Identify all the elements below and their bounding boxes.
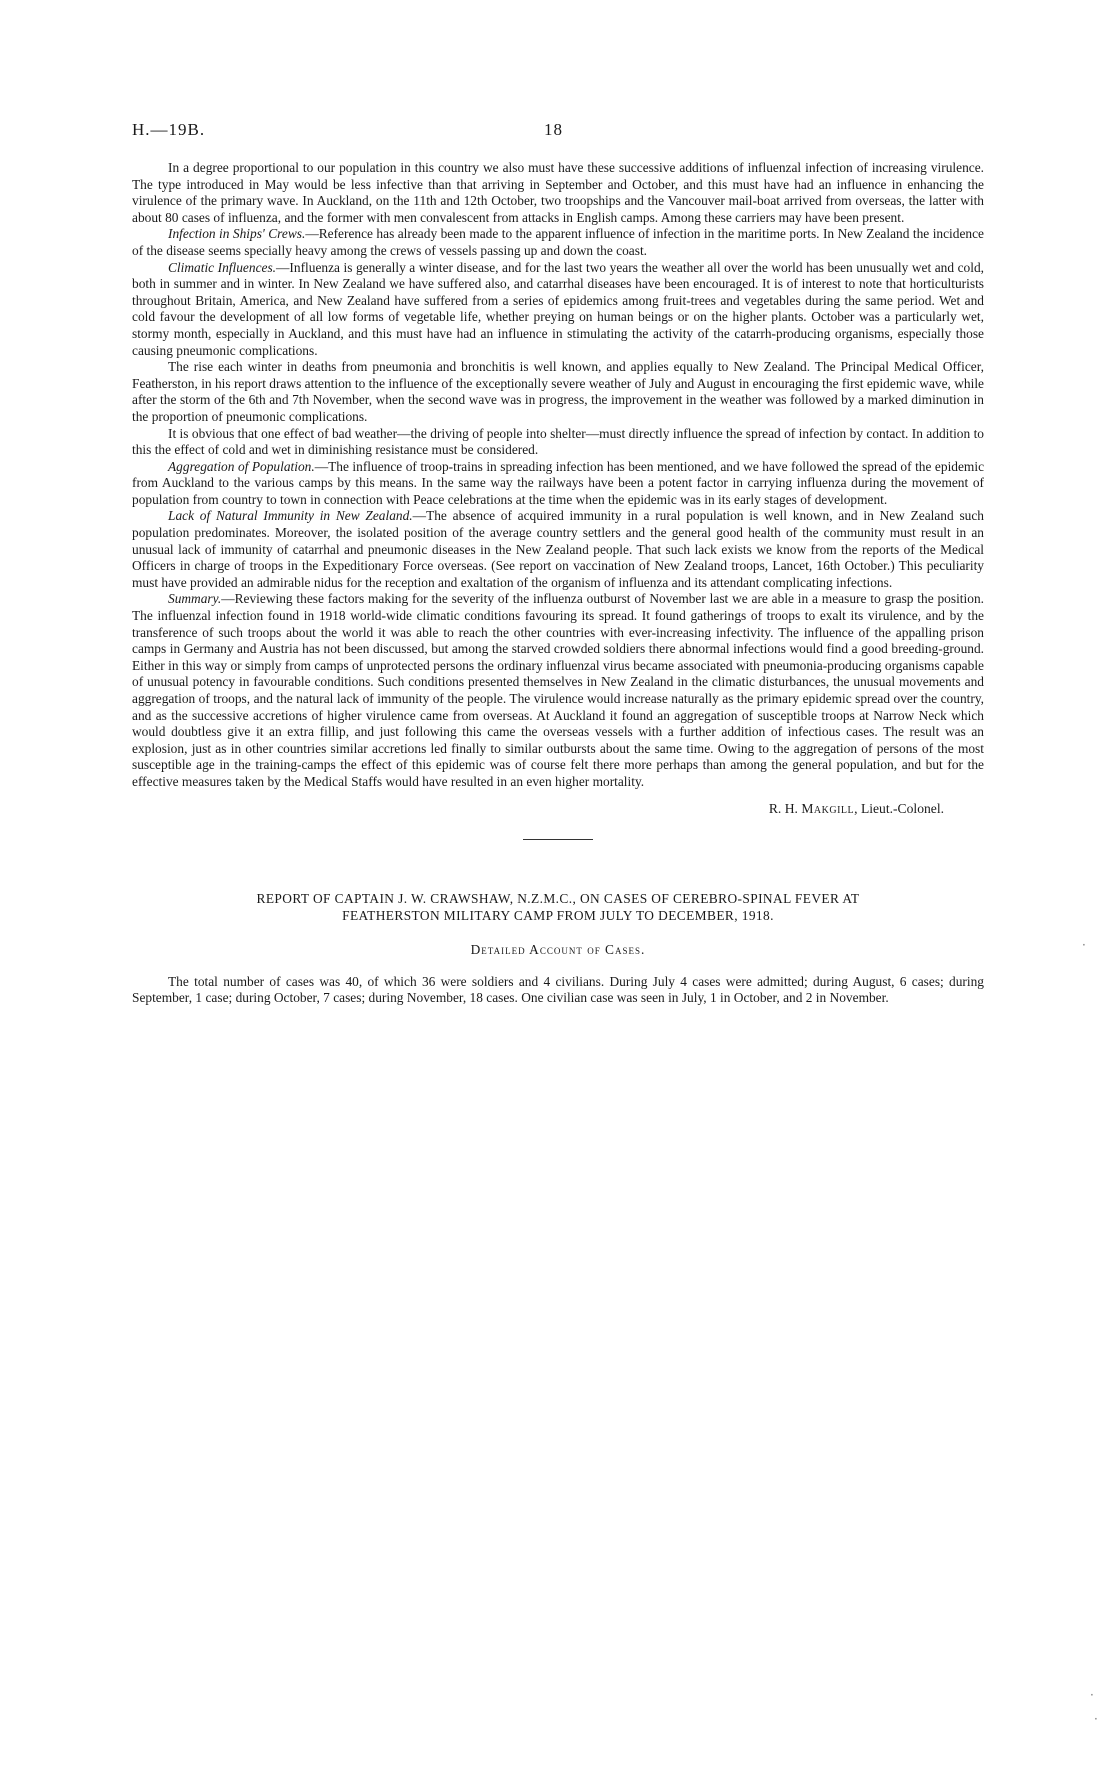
report-title [132, 890, 984, 924]
paragraph-heading: Summary. [168, 591, 222, 607]
paragraph [132, 359, 984, 425]
document-reference: H.—19B. [132, 120, 206, 139]
paragraph [132, 260, 984, 360]
paragraph-text: —The influence of troop-trains in spreading infection has been mentioned, and we have followed the spread of the epidemic from Auckland to the various camps by this means. In the same way the railways have been a potent factor in carrying influenza during the movement of population from country to town in connection with Peace celebrations at the time when the epidemic was in its early stages of development. [132, 458, 985, 507]
paragraph-text: —Reviewing these factors making for the severity of the influenza outburst of November last we are able in a measure to grasp the position. The influenzal infection found in 1918 world-wide climatic conditions favouring its spread. It found gatherings of troops to exalt its virulence, and by the transference of such troops about the world it was able to reach the other countries with ever-increasing infectivity. The influence of the appalling prison camps in Germany and Austria has not been discussed, but among the starved crowded soldiers there abnormal infections would find a good breeding-ground. Either in this way or simply from camps of unprotected persons the ordinary influenzal virus became associated with pneumonia-producing organisms capable of unusual potency in favourable conditions. Such conditions presented themselves in New Zealand in the climatic disturbances, the unusual movements and aggregation of troops, and the natural lack of immunity of the people. The virulence would increase naturally as the primary epidemic spread over the country, and as the successive accretions of higher virulence came from overseas. At Auckland it found an aggregation of susceptible troops at Narrow Neck which would doubtless give it an extra fillip, and just following this came the overseas vessels with a further addition of infectious cases. The result was an explosion, just as in other countries similar accretions led finally to similar outbursts about the same time. Owing to the aggregation of persons of the most susceptible age in the training-camps the effect of this epidemic was of course felt there more perhaps than among the general population, and but for the effective measures taken by the Medical Staffs would have resulted in an even higher mortality. [132, 591, 984, 789]
paragraph [132, 160, 984, 226]
report-title-line: FEATHERSTON MILITARY CAMP FROM JULY TO DECEMBER, 1918. [342, 907, 774, 923]
signature-surname: Makgill [801, 800, 855, 816]
signature-rank: , Lieut.-Colonel. [854, 800, 944, 816]
section-subheading: Detailed Account of Cases. [470, 941, 646, 957]
page-number: 18 [544, 120, 563, 139]
paragraph-text: —Reference has already been made to the apparent influence of infection in the maritime ports. In New Zealand the incidence of the disease seems specially heavy among the crews of vessels passing up and down the coast. [132, 226, 984, 258]
paragraph-text: —The absence of acquired immunity in a rural population is well known, and in New Zealand such population predominates. Moreover, the isolated position of the average country settlers and the general good health of the community must result in an unusual lack of immunity of catarrhal and pneumonic diseases in the New Zealand people. That such lack exists we know from the reports of the Medical Officers in charge of troops in the Expeditionary Force overseas. (See report on vaccination of New Zealand troops, Lancet, 16th October.) This peculiarity must have provided an admirable nidus for the reception and exaltation of the organism of influenza and its attendant complicating infections. [132, 508, 984, 590]
signature-initials: R. H. [768, 800, 798, 816]
paragraph-text: In a degree proportional to our population in this country we also must have these successive additions of influenzal infection of increasing virulence. The type introduced in May would be less infective than that arriving in September and October, and this must have had an influence in enhancing the virulence of the primary wave. In Auckland, on the 11th and 12th October, two troopships and the Vancouver mail-boat arrived from overseas, the latter with about 80 cases of influenza, and the former with men convalescent from attacks in English camps. Among these carriers may have been present. [132, 160, 984, 225]
page-header [132, 120, 984, 148]
paragraph-text: It is obvious that one effect of bad weather—the driving of people into shelter—must directly influence the spread of infection by contact. In addition to this the effect of cold and wet in diminishing resistance must be considered. [132, 425, 984, 458]
paragraph [132, 459, 984, 509]
paragraph-heading: Lack of Natural Immunity in New Zealand. [168, 508, 413, 524]
paragraph [132, 226, 984, 259]
report-body [132, 974, 984, 1007]
section-divider [523, 839, 593, 840]
paragraph-heading: Infection in Ships' Crews. [168, 226, 306, 242]
article-body [132, 160, 984, 791]
scan-speck: · [1090, 1688, 1094, 1702]
paragraph-heading: Climatic Influences. [168, 259, 277, 275]
paragraph [132, 591, 984, 790]
report-title-line: REPORT OF CAPTAIN J. W. CRAWSHAW, N.Z.M.C., ON CASES OF CEREBRO-SPINAL FEVER AT [256, 890, 860, 906]
paragraph [132, 508, 984, 591]
paragraph-text: —Influenza is generally a winter disease, and for the last two years the weather all over the world has been unusually wet and cold, both in summer and in winter. In New Zealand we have suffered also, and catarrhal diseases have been encouraged. It is of interest to note that horticulturists throughout Britain, America, and New Zealand have suffered from a series of epidemics among fruit-trees and vegetables during the same period. Wet and cold favour the development of all low forms of vegetable life, whether preying on human beings or on the higher plants. October was a particularly wet, stormy month, especially in Auckland, and this must have had an influence in stimulating the activity of the catarrh-producing organisms, especially those causing pneumonic complications. [132, 259, 984, 358]
scan-speck: · [1082, 938, 1086, 952]
paragraph: The total number of cases was 40, of which 36 were soldiers and 4 civilians. During July 4 cases were admitted; during August, 6 cases; during September, 1 case; during October, 7 cases; during November, 18 cases. One civilian case was seen in July, 1 in October, and 2 in November. [132, 973, 984, 1006]
document-page [132, 120, 984, 1007]
paragraph-text: The rise each winter in deaths from pneumonia and bronchitis is well known, and applies equally to New Zealand. The Principal Medical Officer, Featherston, in his report draws attention to the influence of the exceptionally severe weather of July and August in encouraging the first epidemic wave, while after the storm of the 6th and 7th November, when the second wave was in progress, the improvement in the weather was followed by a marked diminution in the proportion of pneumonic complications. [132, 359, 984, 424]
paragraph-heading: Aggregation of Population. [168, 458, 315, 474]
paragraph [132, 426, 984, 459]
scan-speck: · [1094, 1712, 1098, 1726]
signature [132, 801, 984, 817]
